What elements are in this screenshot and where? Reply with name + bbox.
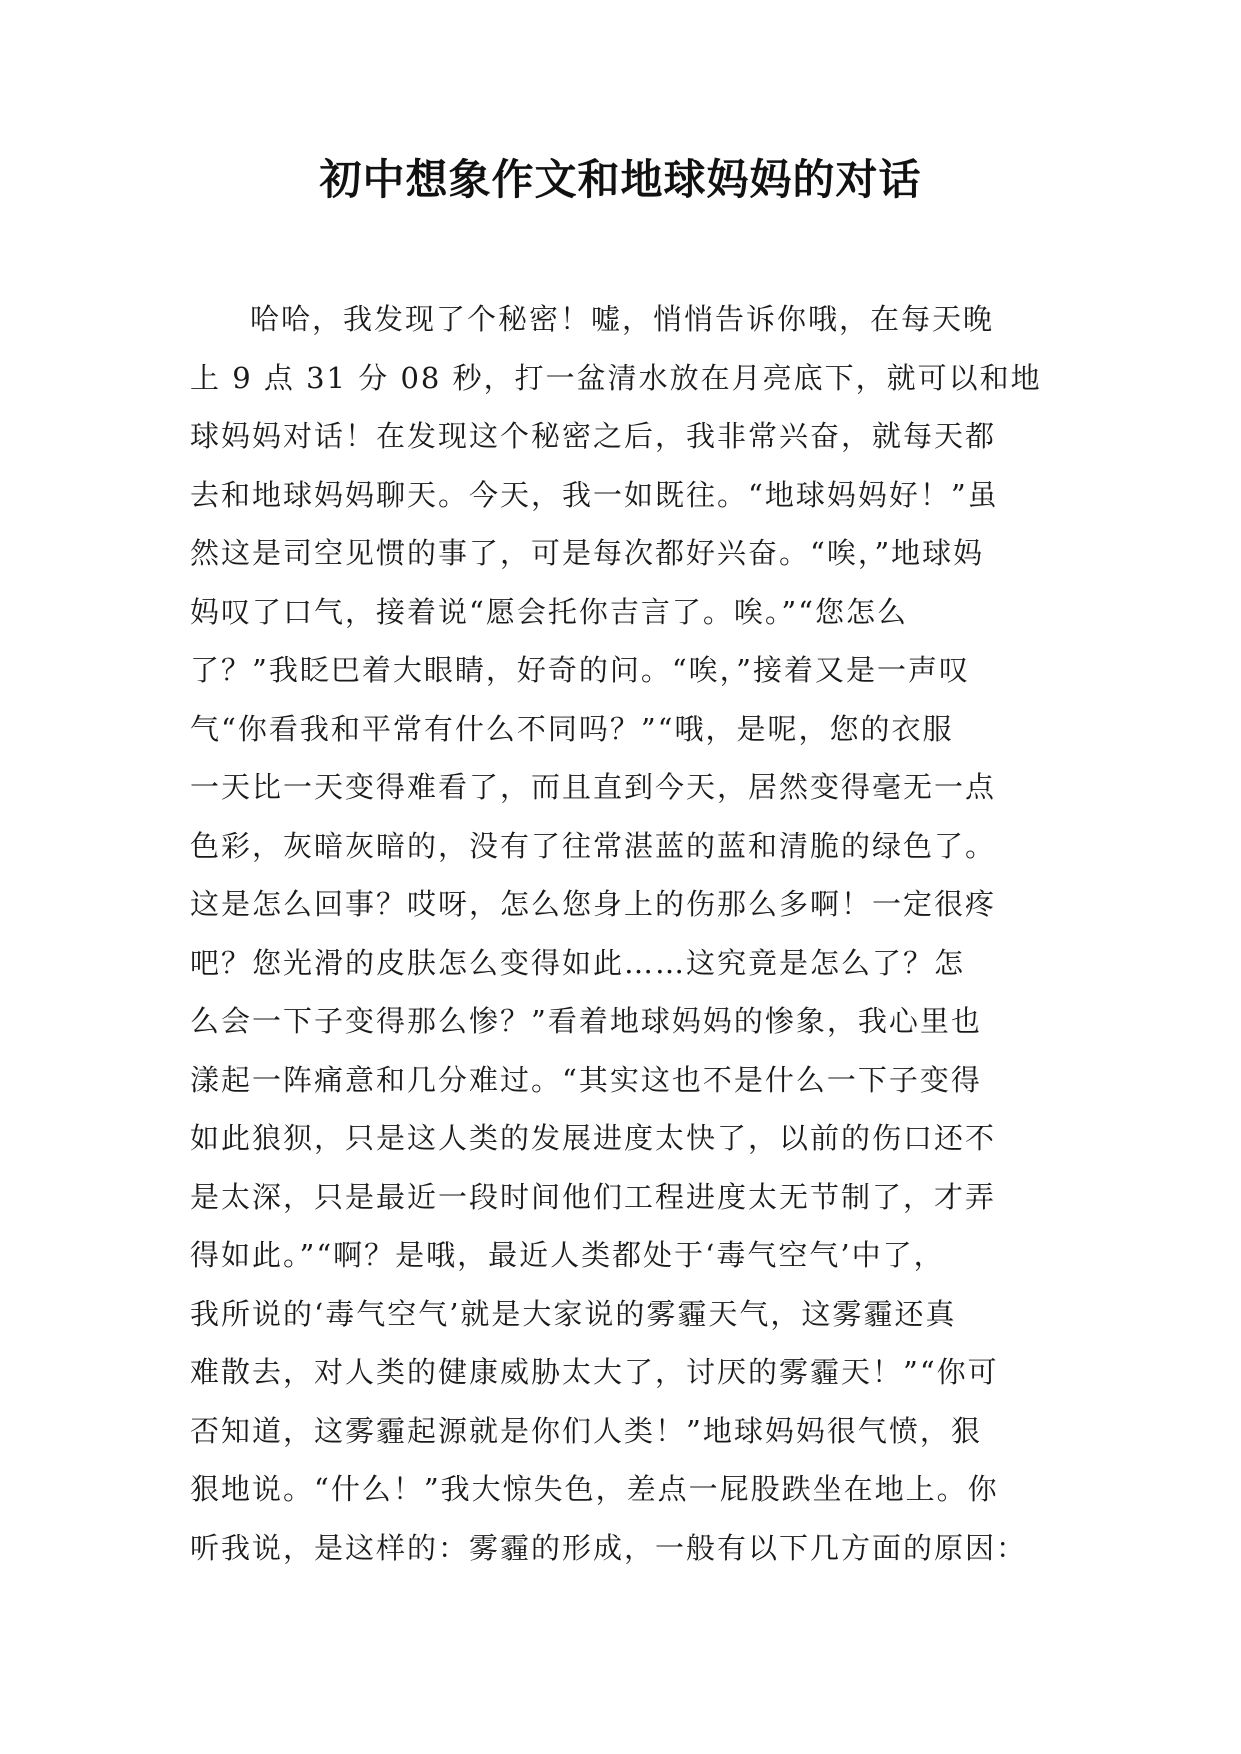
text-line: 了？”我眨巴着大眼睛，好奇的问。“唉，”接着又是一声叹	[190, 653, 970, 687]
text-line: 漾起一阵痛意和几分难过。“其实这也不是什么一下子变得	[190, 1062, 982, 1097]
text-line: 如此狼狈，只是这人类的发展进度太快了，以前的伤口还不	[190, 1121, 997, 1155]
essay-body	[190, 290, 1050, 1577]
text-line: 难散去，对人类的健康威胁太大了，讨厌的雾霾天！”“你可	[190, 1355, 999, 1389]
text-line: 球妈妈对话！在发现这个秘密之后，我非常兴奋，就每天都	[190, 419, 997, 453]
text-line: 色彩，灰暗灰暗的，没有了往常湛蓝的蓝和清脆的绿色了。	[190, 828, 997, 863]
text-line: 这是怎么回事？哎呀，怎么您身上的伤那么多啊！一定很疼	[190, 887, 997, 921]
text-line: 一天比一天变得难看了，而且直到今天，居然变得毫无一点	[190, 770, 997, 804]
text-line: 狠地说。“什么！”我大惊失色，差点一屁股跌坐在地上。你	[190, 1472, 999, 1506]
document-title: 初中想象作文和地球妈妈的对话	[319, 155, 922, 204]
text-line: 吧？您光滑的皮肤怎么变得如此……这究竟是怎么了？怎	[190, 945, 966, 980]
text-line: 哈哈，我发现了个秘密！嘘，悄悄告诉你哦，在每天晚	[250, 302, 995, 336]
text-line: 得如此。”“啊？是哦，最近人类都处于‘毒气空气’中了，	[190, 1238, 945, 1272]
text-line: 妈叹了口气，接着说“愿会托你吉言了。唉。”“您怎么	[190, 594, 908, 629]
text-line: 听我说，是这样的：雾霾的形成，一般有以下几方面的原因：	[190, 1530, 1028, 1565]
text-line: 否知道，这雾霾起源就是你们人类！”地球妈妈很气愤，狠	[190, 1413, 982, 1448]
text-line: 气“你看我和平常有什么不同吗？”“哦，是呢，您的衣服	[190, 711, 954, 746]
text-line: 我所说的‘毒气空气’就是大家说的雾霾天气，这雾霾还真	[190, 1296, 957, 1331]
text-line: 然这是司空见惯的事了，可是每次都好兴奋。“唉，”地球妈	[190, 536, 985, 570]
text-line: 么会一下子变得那么惨？”看着地球妈妈的惨象，我心里也	[190, 1004, 982, 1038]
text-line: 上 9 点 31 分 08 秒，打一盆清水放在月亮底下，就可以和地	[190, 360, 1042, 395]
text-line: 去和地球妈妈聊天。今天，我一如既往。“地球妈妈好！”虽	[190, 477, 999, 512]
text-line: 是太深，只是最近一段时间他们工程进度太无节制了，才弄	[190, 1179, 997, 1214]
